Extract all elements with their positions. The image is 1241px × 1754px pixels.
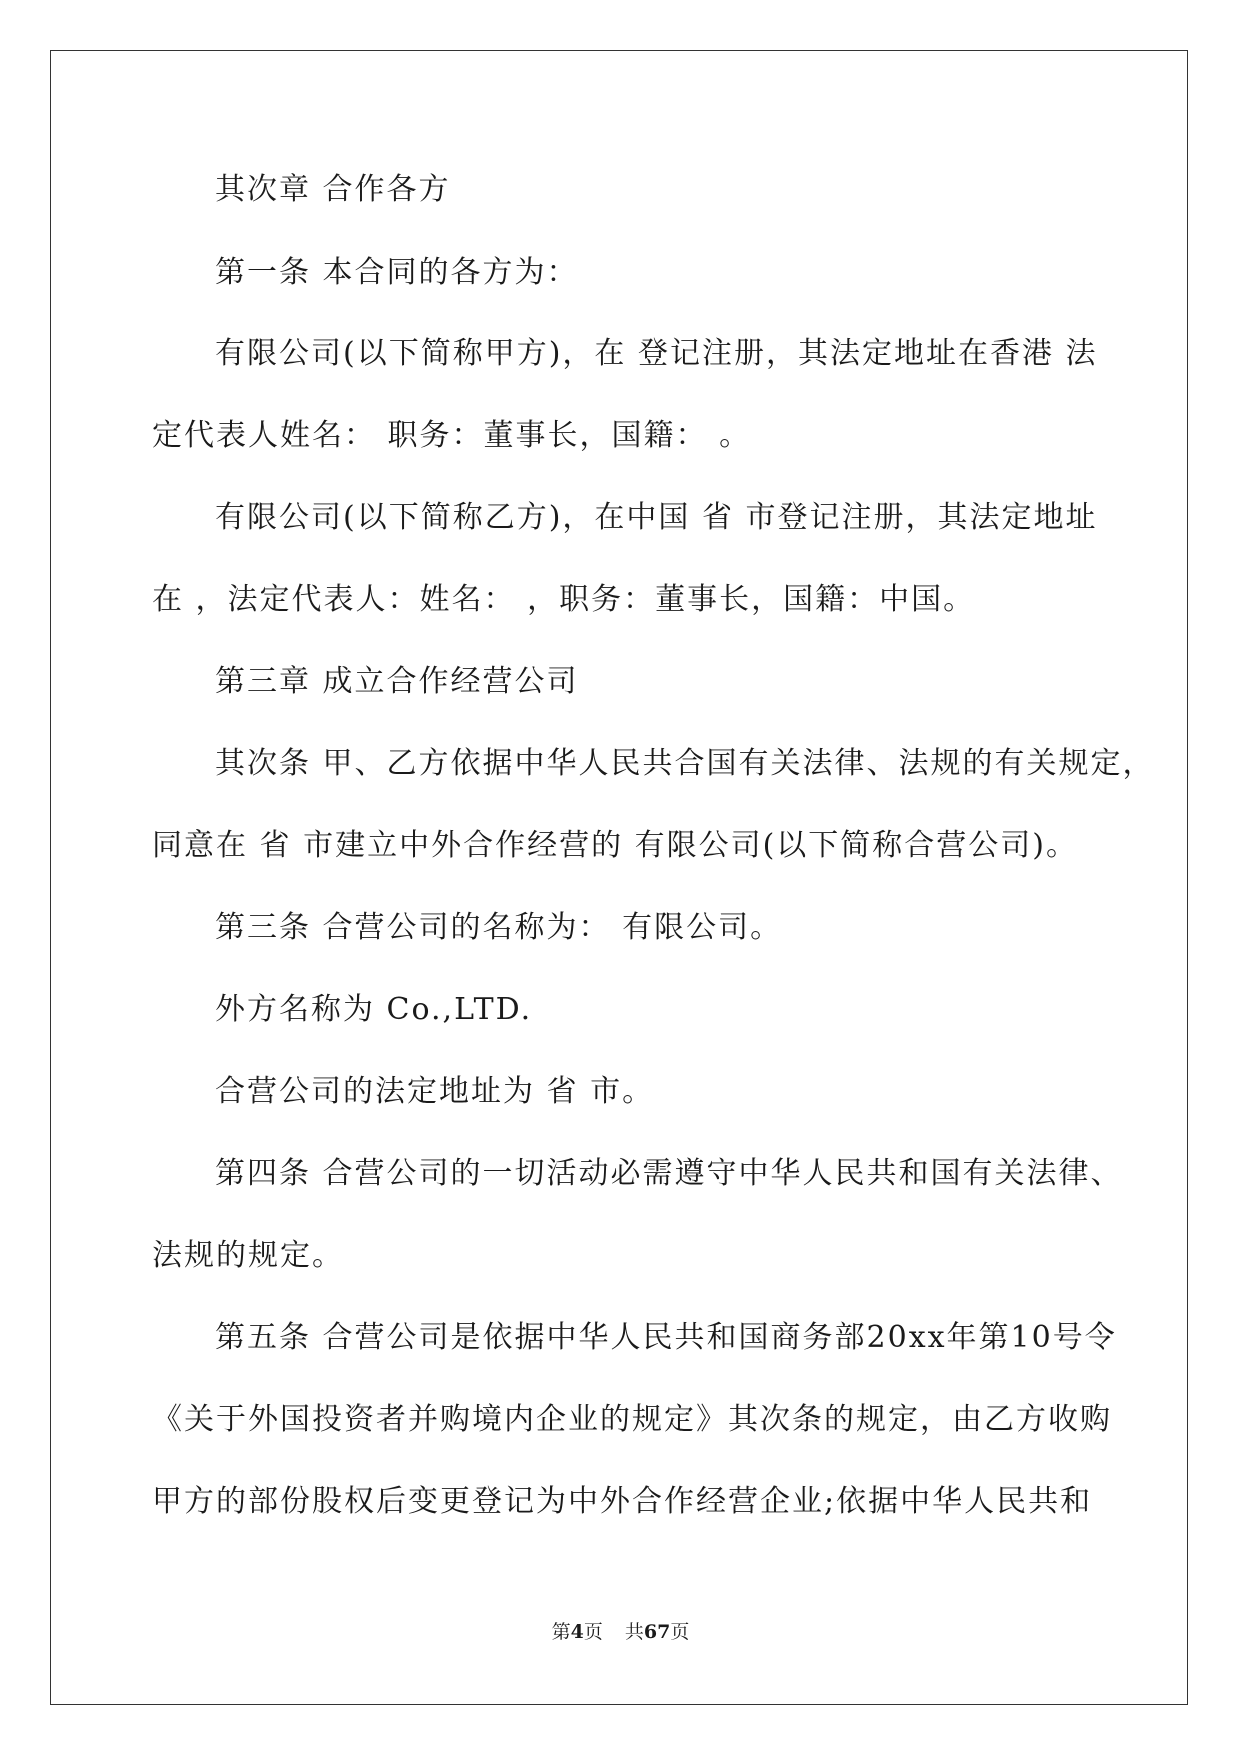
page-border [50,50,1188,1705]
article-line: 第四条 合营公司的一切活动必需遵守中华人民共和国有关法律、 [215,1156,1123,1191]
paragraph-line: 外方名称为 Co.,LTD. [215,992,533,1027]
chapter-heading: 第三章 成立合作经营公司 [215,664,579,699]
total-pages-number: 67 [643,1621,671,1643]
page-footer [0,1620,1241,1644]
paragraph-line: 同意在 省 市建立中外合作经营的 有限公司(以下简称合营公司)。 [152,828,1079,863]
article-line: 第五条 合营公司是依据中华人民共和国商务部20xx年第10号令 [215,1320,1117,1355]
paragraph-line: 在 ，法定代表人：姓名： ，职务：董事长，国籍：中国。 [152,582,976,617]
paragraph-line: 甲方的部份股权后变更登记为中外合作经营企业;依据中华人民共和 [152,1484,1093,1519]
footer-prefix: 第 [551,1621,571,1643]
footer-page-suffix: 页 [583,1621,603,1643]
paragraph-line: 《关于外国投资者并购境内企业的规定》其次条的规定，由乙方收购 [152,1402,1112,1437]
paragraph-line: 有限公司(以下简称乙方)，在中国 省 市登记注册，其法定地址 [215,500,1098,535]
article-line: 第一条 本合同的各方为： [215,255,579,290]
chapter-heading: 其次章 合作各方 [215,172,451,207]
paragraph-line: 法规的规定。 [152,1238,344,1273]
footer-total-suffix: 页 [670,1621,690,1643]
paragraph-line: 有限公司(以下简称甲方)，在 登记注册，其法定地址在香港 法 [215,336,1098,371]
article-line: 其次条 甲、乙方依据中华人民共合国有关法律、法规的有关规定， [215,746,1155,781]
current-page-number: 4 [570,1621,584,1643]
paragraph-line: 合营公司的法定地址为 省 市。 [215,1074,655,1109]
footer-total-prefix: 共 [624,1621,644,1643]
article-line: 第三条 合营公司的名称为： 有限公司。 [215,910,783,945]
paragraph-line: 定代表人姓名： 职务：董事长，国籍： 。 [152,418,752,453]
